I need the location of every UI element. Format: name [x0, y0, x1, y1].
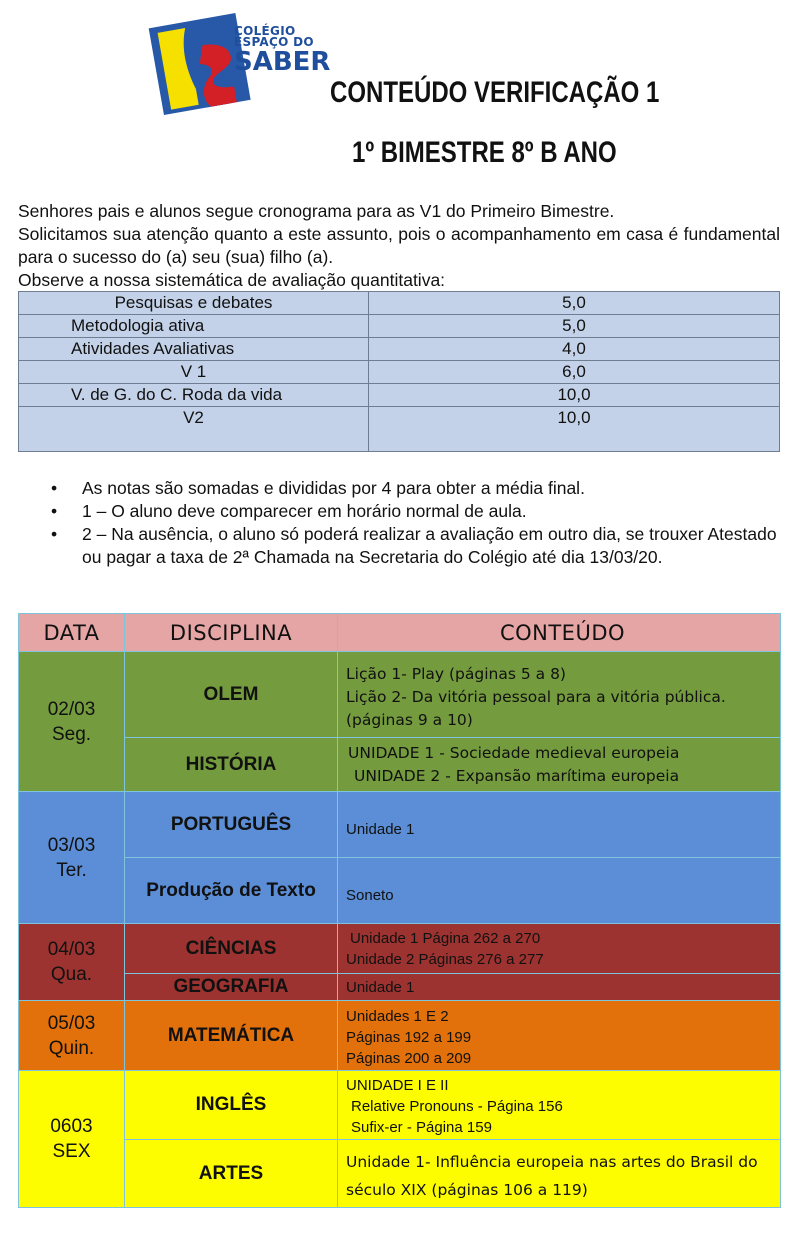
- schedule-subject-cell: OLEM: [125, 652, 338, 738]
- schedule-subject-cell: GEOGRAFIA: [125, 974, 338, 1001]
- list-item: [46, 477, 782, 500]
- schedule-subject-cell: ARTES: [125, 1140, 338, 1208]
- schedule-content-cell: [338, 1140, 781, 1208]
- bullet-icon: •: [51, 478, 58, 498]
- content-line: Unidade 1 Página 262 a 270: [350, 929, 541, 947]
- content-line: UNIDADE 2 - Expansão marítima europeia: [354, 766, 680, 785]
- schedule-subject-cell: INGLÊS: [125, 1071, 338, 1140]
- note-text: 2 – Na ausência, o aluno só poderá realizar a avaliação em outro dia, se trouxer Atestado ou pagar a taxa de 2ª Chamada na Secretaria do Colégio até dia 13/03/20.: [82, 524, 777, 567]
- page-subtitle: 1º BIMESTRE 8º B ANO: [352, 136, 617, 169]
- schedule-content-cell: [338, 974, 781, 1001]
- content-line: Páginas 192 a 199: [346, 1029, 472, 1046]
- table-row: [19, 384, 780, 407]
- date-line-2: Qua.: [50, 964, 93, 985]
- schedule-content-cell: [338, 792, 781, 858]
- table-row: [19, 292, 780, 315]
- table-row: [19, 974, 781, 1001]
- column-header-data: DATA: [19, 614, 125, 652]
- grade-value: 6,0: [369, 361, 780, 384]
- schedule-date-cell: [19, 652, 125, 792]
- schedule-content-cell: [338, 1001, 781, 1071]
- intro-line-2: Solicitamos sua atenção quanto a este assunto, pois o acompanhamento em casa é fundamental para o sucesso do (a) seu (sua) filho (a).: [18, 224, 780, 267]
- schedule-subject-cell: CIÊNCIAS: [125, 924, 338, 974]
- logo-line-1: COLÉGIO: [234, 24, 296, 38]
- intro-line-3: Observe a nossa sistemática de avaliação quantitativa:: [18, 270, 446, 290]
- content-line: (páginas 9 a 10): [346, 711, 473, 729]
- content-line: Páginas 200 a 209: [346, 1050, 472, 1067]
- schedule-date-cell: [19, 1001, 125, 1071]
- grade-label: Metodologia ativa: [19, 315, 369, 338]
- schedule-subject-cell: Produção de Texto: [125, 858, 338, 924]
- content-line: Lição 2- Da vitória pessoal para a vitória pública.: [346, 688, 726, 706]
- table-row: [19, 924, 781, 974]
- content-line: Unidade 2 Páginas 276 a 277: [346, 950, 544, 968]
- bullet-icon: •: [51, 524, 58, 544]
- date-line-2: Seg.: [51, 723, 92, 745]
- schedule-table: [18, 613, 781, 1208]
- schedule-content-cell: [338, 858, 781, 924]
- schedule-subject-cell: HISTÓRIA: [125, 738, 338, 792]
- grades-table: [18, 291, 780, 452]
- notes-list: [46, 477, 782, 569]
- table-row: [19, 652, 781, 738]
- table-row: [19, 1001, 781, 1071]
- logo-wordmark: [234, 24, 344, 77]
- schedule-subject-cell: MATEMÁTICA: [125, 1001, 338, 1071]
- content-line: Unidade 1- Influência europeia nas artes do Brasil do: [346, 1153, 758, 1171]
- content-line: Unidade 1: [346, 978, 415, 996]
- grade-value: 10,0: [369, 407, 780, 452]
- schedule-header-row: [19, 614, 781, 652]
- content-line: Unidades 1 E 2: [346, 1008, 449, 1025]
- content-line: século XIX (páginas 106 a 119): [346, 1181, 588, 1199]
- table-row: [19, 315, 780, 338]
- grade-value: 5,0: [369, 315, 780, 338]
- date-line-2: Quin.: [48, 1037, 95, 1059]
- logo-line-3: SABER: [234, 46, 331, 77]
- list-item: [46, 523, 782, 569]
- content-line: UNIDADE 1 - Sociedade medieval europeia: [348, 743, 680, 762]
- document-header: [0, 0, 800, 190]
- grade-label: Pesquisas e debates: [19, 292, 369, 315]
- table-row: [19, 361, 780, 384]
- column-header-disciplina: DISCIPLINA: [125, 614, 338, 652]
- schedule-date-cell: [19, 792, 125, 924]
- date-line-1: 03/03: [47, 834, 96, 856]
- intro-paragraph: [18, 200, 780, 292]
- page-title: CONTEÚDO VERIFICAÇÃO 1: [330, 76, 660, 109]
- table-row: [19, 1071, 781, 1140]
- grade-label: V. de G. do C. Roda da vida: [19, 384, 369, 407]
- date-line-1: 0603: [50, 1116, 93, 1137]
- table-row: [19, 1140, 781, 1208]
- table-row: [19, 407, 780, 452]
- schedule-content-cell: [338, 1071, 781, 1140]
- column-header-conteudo: CONTEÚDO: [338, 614, 781, 652]
- content-line: Soneto: [346, 887, 394, 904]
- content-line: Relative Pronouns - Página 156: [351, 1098, 563, 1115]
- school-logo: [146, 10, 336, 120]
- grade-value: 10,0: [369, 384, 780, 407]
- schedule-date-cell: [19, 1071, 125, 1208]
- schedule-content-cell: [338, 738, 781, 792]
- table-row: [19, 858, 781, 924]
- note-text: As notas são somadas e divididas por 4 para obter a média final.: [82, 478, 585, 498]
- list-item: [46, 500, 782, 523]
- grade-value: 4,0: [369, 338, 780, 361]
- schedule-content-cell: [338, 924, 781, 974]
- bullet-icon: •: [51, 501, 58, 521]
- logo-line-2: ESPAÇO DO: [234, 35, 314, 50]
- date-line-1: 04/03: [47, 939, 96, 960]
- schedule-table-body: [19, 614, 781, 1208]
- content-line: Lição 1- Play (páginas 5 a 8): [346, 665, 566, 683]
- grades-table-body: [19, 292, 780, 452]
- date-line-2: SEX: [52, 1141, 91, 1162]
- intro-line-1: Senhores pais e alunos segue cronograma para as V1 do Primeiro Bimestre.: [18, 201, 615, 221]
- date-line-2: Ter.: [56, 859, 87, 881]
- schedule-subject-cell: PORTUGUÊS: [125, 792, 338, 858]
- grade-label: V2: [19, 407, 369, 452]
- note-text: 1 – O aluno deve comparecer em horário normal de aula.: [82, 501, 527, 521]
- table-row: [19, 738, 781, 792]
- grade-label: Atividades Avaliativas: [19, 338, 369, 361]
- content-line: Unidade 1: [346, 821, 415, 838]
- table-row: [19, 792, 781, 858]
- date-line-1: 02/03: [47, 698, 96, 720]
- content-line: UNIDADE I E II: [346, 1077, 449, 1094]
- schedule-content-cell: [338, 652, 781, 738]
- content-line: Sufix-er - Página 159: [351, 1119, 492, 1136]
- date-line-1: 05/03: [47, 1012, 96, 1034]
- schedule-date-cell: [19, 924, 125, 1001]
- table-row: [19, 338, 780, 361]
- grade-label: V 1: [19, 361, 369, 384]
- grade-value: 5,0: [369, 292, 780, 315]
